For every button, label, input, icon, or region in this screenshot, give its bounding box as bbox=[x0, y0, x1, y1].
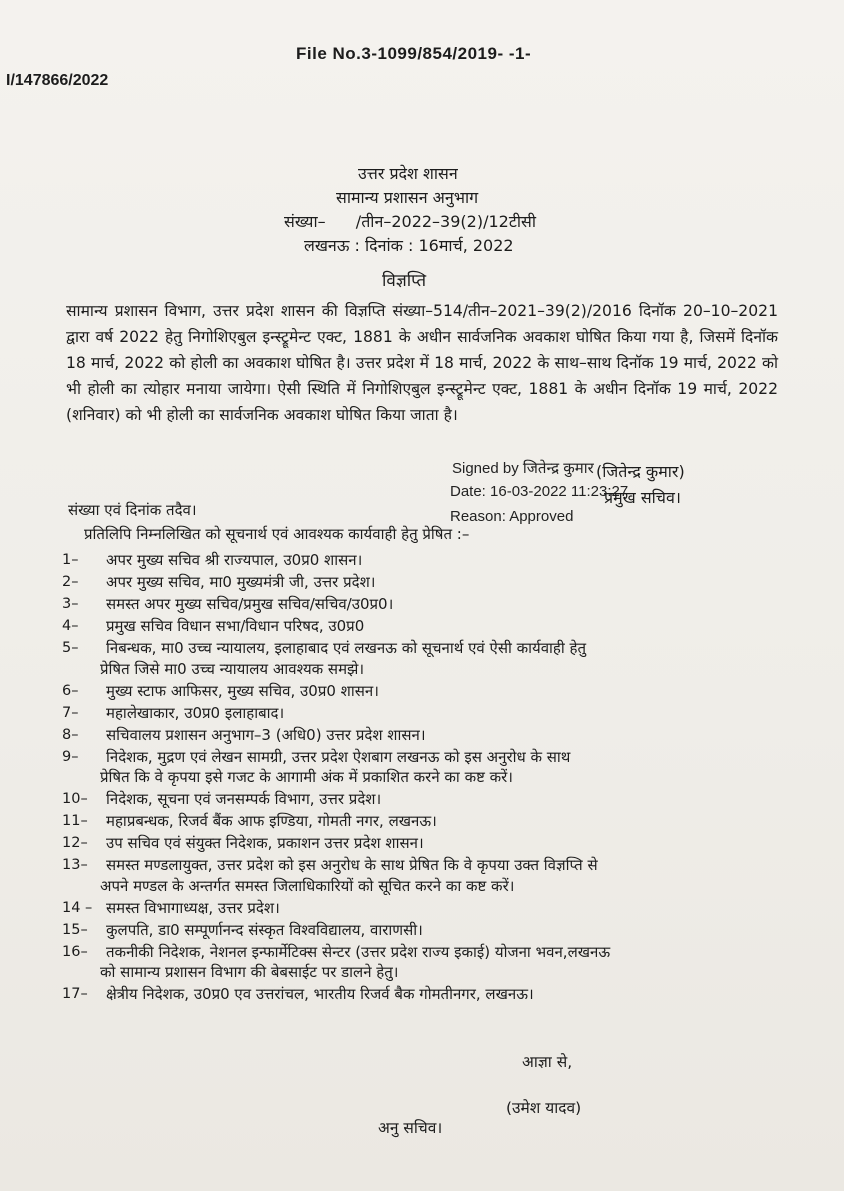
list-item bbox=[62, 550, 792, 571]
order-number-label: संख्या– bbox=[284, 212, 326, 231]
list-item-number: 5– bbox=[62, 640, 79, 656]
list-item-text: अपर मुख्य सचिव, मा0 मुख्यमंत्री जी, उत्तर प्रदेश। bbox=[106, 573, 376, 591]
list-item bbox=[62, 984, 792, 1005]
list-item-number: 9– bbox=[62, 748, 79, 765]
list-item bbox=[62, 572, 792, 593]
list-item bbox=[62, 725, 792, 746]
list-item bbox=[62, 638, 792, 679]
list-item-number: 11– bbox=[62, 813, 88, 829]
signatory-name: (जितेन्द्र कुमार) bbox=[596, 462, 685, 481]
notification-title: विज्ञप्ति bbox=[382, 271, 427, 291]
list-item-number: 1– bbox=[62, 552, 79, 568]
list-item-number: 15– bbox=[62, 921, 88, 938]
list-item-text: निबन्धक, मा0 उच्च न्यायालय, इलाहाबाद एवं लखनऊ को सूचनार्थ एवं ऐसी कार्यवाही हेतु bbox=[106, 639, 587, 657]
list-item-number: 16– bbox=[62, 943, 88, 960]
file-number: File No.3-1099/854/2019- -1- bbox=[296, 44, 532, 63]
list-item-number: 6– bbox=[62, 682, 79, 699]
digital-signed-by: Signed by जितेन्द्र कुमार bbox=[452, 460, 594, 477]
list-item-text: महालेखाकार, उ0प्र0 इलाहाबाद। bbox=[106, 703, 285, 722]
order-number bbox=[284, 210, 536, 232]
list-item-text: तकनीकी निदेशक, नेशनल इन्फार्मेटिक्स सेन्टर (उत्तर प्रदेश राज्य इकाई) योजना भवन,लखनऊ bbox=[106, 942, 611, 961]
under-secretary-name: (उमेश यादव) bbox=[506, 1099, 582, 1117]
reference-number: I/147866/2022 bbox=[6, 72, 109, 89]
list-item bbox=[62, 898, 792, 919]
list-item-number: 14 – bbox=[62, 899, 93, 916]
list-item-number: 10– bbox=[62, 791, 88, 807]
list-item bbox=[62, 703, 792, 724]
list-item bbox=[62, 811, 792, 832]
list-item bbox=[62, 616, 792, 637]
list-item bbox=[62, 747, 792, 788]
list-item-continuation: प्रेषित जिसे मा0 उच्च न्यायालय आवश्यक समझे। bbox=[100, 659, 365, 678]
list-item-text: मुख्य स्टाफ आफिसर, मुख्य सचिव, उ0प्र0 शासन। bbox=[106, 681, 379, 700]
order-by: आज्ञा से, bbox=[522, 1053, 573, 1071]
order-date-value: 16मार्च, 2022 bbox=[418, 236, 514, 255]
list-item bbox=[62, 789, 792, 810]
order-number-value: /तीन–2022–39(2)/12टीसी bbox=[355, 212, 536, 231]
list-item bbox=[62, 681, 792, 702]
list-item-number: 3– bbox=[62, 596, 79, 612]
list-item bbox=[62, 833, 792, 854]
list-item-text: सचिवालय प्रशासन अनुभाग–3 (अधि0) उत्तर प्रदेश शासन। bbox=[106, 725, 426, 744]
list-item-text: महाप्रबन्धक, रिजर्व बैंक आफ इण्डिया, गोमती नगर, लखनऊ। bbox=[106, 812, 437, 830]
list-item-number: 17– bbox=[62, 986, 88, 1002]
list-item-number: 4– bbox=[62, 618, 79, 634]
order-date bbox=[304, 234, 514, 256]
order-date-label: लखनऊ : दिनांक : bbox=[304, 236, 414, 255]
list-item-text: समस्त विभागाध्यक्ष, उत्तर प्रदेश। bbox=[106, 898, 280, 917]
list-item-text: उप सचिव एवं संयुक्त निदेशक, प्रकाशन उत्तर प्रदेश शासन। bbox=[106, 834, 424, 852]
list-item-number: 8– bbox=[62, 726, 79, 743]
list-item-number: 7– bbox=[62, 704, 79, 721]
list-item-number: 13– bbox=[62, 857, 88, 873]
copy-number-date: संख्या एवं दिनांक तदैव। bbox=[68, 501, 197, 519]
list-item-text: अपर मुख्य सचिव श्री राज्यपाल, उ0प्र0 शासन। bbox=[106, 551, 363, 569]
list-item-text: निदेशक, मुद्रण एवं लेखन सामग्री, उत्तर प्रदेश ऐशबाग लखनऊ को इस अनुरोध के साथ bbox=[106, 747, 571, 766]
list-item-text: समस्त अपर मुख्य सचिव/प्रमुख सचिव/सचिव/उ0प्र0। bbox=[106, 595, 394, 613]
signatory-designation: प्रमुख सचिव। bbox=[604, 488, 681, 507]
list-item-text: प्रमुख सचिव विधान सभा/विधान परिषद, उ0प्र0 bbox=[106, 617, 365, 635]
govt-heading: उत्तर प्रदेश शासन bbox=[358, 164, 458, 183]
list-item bbox=[62, 594, 792, 615]
list-item bbox=[62, 942, 792, 983]
digital-sign-date: Date: 16-03-2022 11:23:27 bbox=[450, 483, 629, 500]
digital-sign-reason: Reason: Approved bbox=[450, 508, 574, 525]
list-item-number: 2– bbox=[62, 574, 79, 590]
list-item-text: निदेशक, सूचना एवं जनसम्पर्क विभाग, उत्तर प्रदेश। bbox=[106, 790, 382, 808]
list-item-text: कुलपति, डा0 सम्पूर्णानन्द संस्कृत विश्वविद्यालय, वाराणसी। bbox=[106, 920, 423, 939]
notification-body: सामान्य प्रशासन विभाग, उत्तर प्रदेश शासन की विज्ञप्ति संख्या–514/तीन–2021–39(2)/2016 दिनॉक 20–10–2021 द्वारा वर्ष 2022 हेतु निगोशिएबुल इन्स्ट्रूमेन्ट एक्ट, 1881 के अधीन सार्वजनिक अवकाश घोषित किया गया है, जिसमें दिनॉक 18 मार्च, 2022 को होली का अवकाश घोषित है। उत्तर प्रदेश में 18 मार्च, 2022 के साथ–साथ दिनॉक 19 मार्च, 2022 को भी होली का त्योहार मनाया जायेगा। ऐसी स्थिति में निगोशिएबुल इन्स्ट्रूमेन्ट एक्ट, 1881 के अधीन दिनॉक 19 मार्च, 2022 (शनिवार) को भी होली का सार्वजनिक अवकाश घोषित किया जाता है। bbox=[66, 302, 778, 424]
list-item-continuation: अपने मण्डल के अन्तर्गत समस्त जिलाधिकारियों को सूचित करने का कष्ट करें। bbox=[100, 876, 515, 895]
list-item-continuation: प्रेषित कि वे कृपया इसे गजट के आगामी अंक में प्रकाशित करने का कष्ट करें। bbox=[100, 768, 513, 786]
list-item-continuation: को सामान्य प्रशासन विभाग की बेबसाईट पर डालने हेतु। bbox=[100, 963, 399, 981]
list-item-text: समस्त मण्डलायुक्त, उत्तर प्रदेश को इस अनुरोध के साथ प्रेषित कि वे कृपया उक्त विज्ञप्ति से bbox=[106, 856, 598, 874]
list-item-text: क्षेत्रीय निदेशक, उ0प्र0 एव उत्तरांचल, भारतीय रिजर्व बैक गोमतीनगर, लखनऊ। bbox=[106, 985, 534, 1003]
list-item bbox=[62, 920, 792, 941]
section-heading: सामान्य प्रशासन अनुभाग bbox=[336, 188, 479, 207]
under-secretary-designation: अनु सचिव। bbox=[378, 1119, 443, 1137]
copy-intro: प्रतिलिपि निम्नलिखित को सूचनार्थ एवं आवश्यक कार्यवाही हेतु प्रेषित :– bbox=[84, 525, 470, 543]
list-item-number: 12– bbox=[62, 835, 88, 851]
recipient-list bbox=[62, 550, 792, 1006]
list-item bbox=[62, 855, 792, 896]
